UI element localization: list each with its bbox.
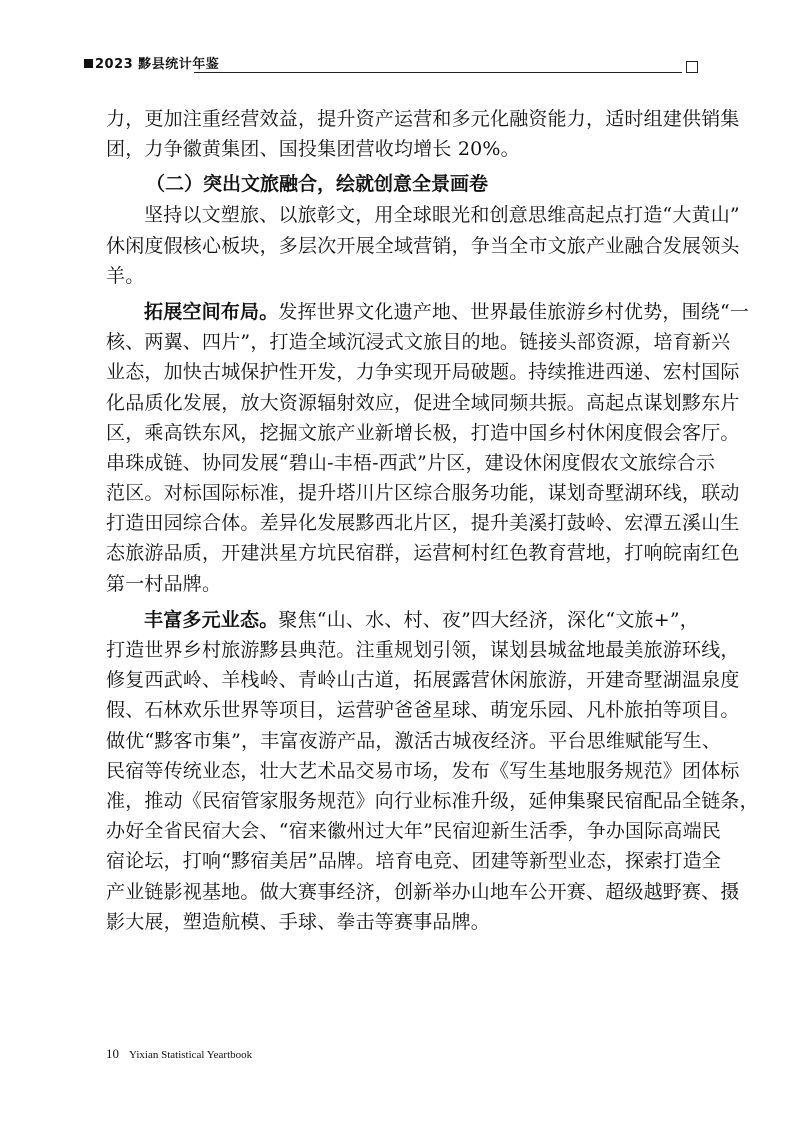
- text-line: 修复西武岭、羊栈岭、青岭山古道，拓展露营休闲旅游，开建奇墅湖温泉度: [106, 669, 740, 692]
- paragraph-lead: 拓展空间布局。: [144, 300, 279, 323]
- text-line: 区，乘高铁东风，挖掘文旅产业新增长极，打造中国乡村休闲度假会客厅。: [106, 421, 740, 444]
- text-line: 产业链影视基地。做大赛事经济，创新举办山地车公开赛、超级越野赛、摄: [106, 880, 740, 903]
- text-line: 羊。: [106, 264, 145, 287]
- text-line: 核、两翼、四片”，打造全域沉浸式文旅目的地。链接头部资源，培育新兴: [106, 331, 731, 354]
- text-line: 打造世界乡村旅游黟县典范。注重规划引领，谋划县城盆地最美旅游环线，: [106, 639, 740, 661]
- text-line: 第一村品牌。: [106, 572, 222, 595]
- page-number: 10: [106, 1046, 119, 1061]
- text-line: 业态，加快古城保护性开发，力争实现开局破题。持续推进西递、宏村国际: [106, 361, 740, 384]
- footer-book-title: Yixian Statistical Yeartbook: [129, 1049, 253, 1061]
- header-rule: [194, 72, 682, 73]
- header-square-mark: [84, 59, 93, 68]
- text-line: 团，力争徽黄集团、国投集团营收均增长 20%。: [106, 138, 520, 161]
- paragraph-first-line: [106, 297, 750, 327]
- page-footer: [106, 1046, 252, 1062]
- text-line: 范区。对标国际标准，提升塔川片区综合服务功能，谋划奇墅湖环线，联动: [106, 482, 740, 505]
- paragraph-first-text: 发挥世界文化遗产地、世界最佳旅游乡村优势，围绕“一: [278, 300, 750, 323]
- paragraph-lead: 丰富多元业态。: [144, 608, 279, 631]
- text-line: 影大展，塑造航模、手球、拳击等赛事品牌。: [106, 910, 491, 933]
- text-line: 宿论坛，打响“黟宿美居”品牌。培育电竞、团建等新型业态，探索打造全: [106, 850, 722, 873]
- section-heading: （二）突出文旅融合，绘就创意全景画卷: [146, 173, 489, 196]
- text-line: 休闲度假核心板块，多层次开展全域营销，争当全市文旅产业融合发展领头: [106, 234, 740, 257]
- text-line: 假、石林欢乐世界等项目，运营驴爸爸星球、萌宠乐园、凡朴旅拍等项目。: [106, 699, 740, 722]
- text-line: 化品质化发展，放大资源辐射效应，促进全域同频共振。高起点谋划黟东片: [106, 391, 740, 414]
- text-line: 态旅游品质，开建洪星方坑民宿群，运营柯村红色教育营地，打响皖南红色: [106, 542, 740, 565]
- header-title-text: 2023 黟县统计年鉴: [95, 57, 220, 72]
- text-line: 力，更加注重经营效益，提升资产运营和多元化融资能力，适时组建供销集: [106, 108, 740, 130]
- paragraph-first-line: [106, 605, 699, 635]
- text-line: 坚持以文塑旅、以旅彰文，用全球眼光和创意思维高起点打造“大黄山”: [144, 204, 740, 227]
- running-header: [84, 56, 698, 76]
- text-line: 民宿等传统业态，壮大艺术品交易市场，发布《写生基地服务规范》团体标: [106, 759, 740, 782]
- text-line: 做优“黟客市集”，丰富夜游产品，激活古城夜经济。平台思维赋能写生、: [106, 729, 722, 752]
- text-line: 打造田园综合体。差异化发展黟西北片区，提升美溪打鼓岭、宏潭五溪山生: [106, 512, 740, 535]
- body-text: [106, 104, 759, 937]
- text-line: 串珠成链、协同发展“碧山-丰梧-西武”片区，建设休闲度假农文旅综合示: [106, 451, 716, 474]
- paragraph-first-text: 聚焦“山、水、村、夜”四大经济，深化“文旅+”，: [278, 608, 699, 631]
- text-line: 准，推动《民宿管家服务规范》向行业标准升级，延伸集聚民宿配品全链条，: [106, 789, 759, 812]
- text-line: 办好全省民宿大会、“宿来徽州过大年”民宿迎新生活季，争办国际高端民: [106, 820, 722, 843]
- header-box-icon: [686, 61, 698, 73]
